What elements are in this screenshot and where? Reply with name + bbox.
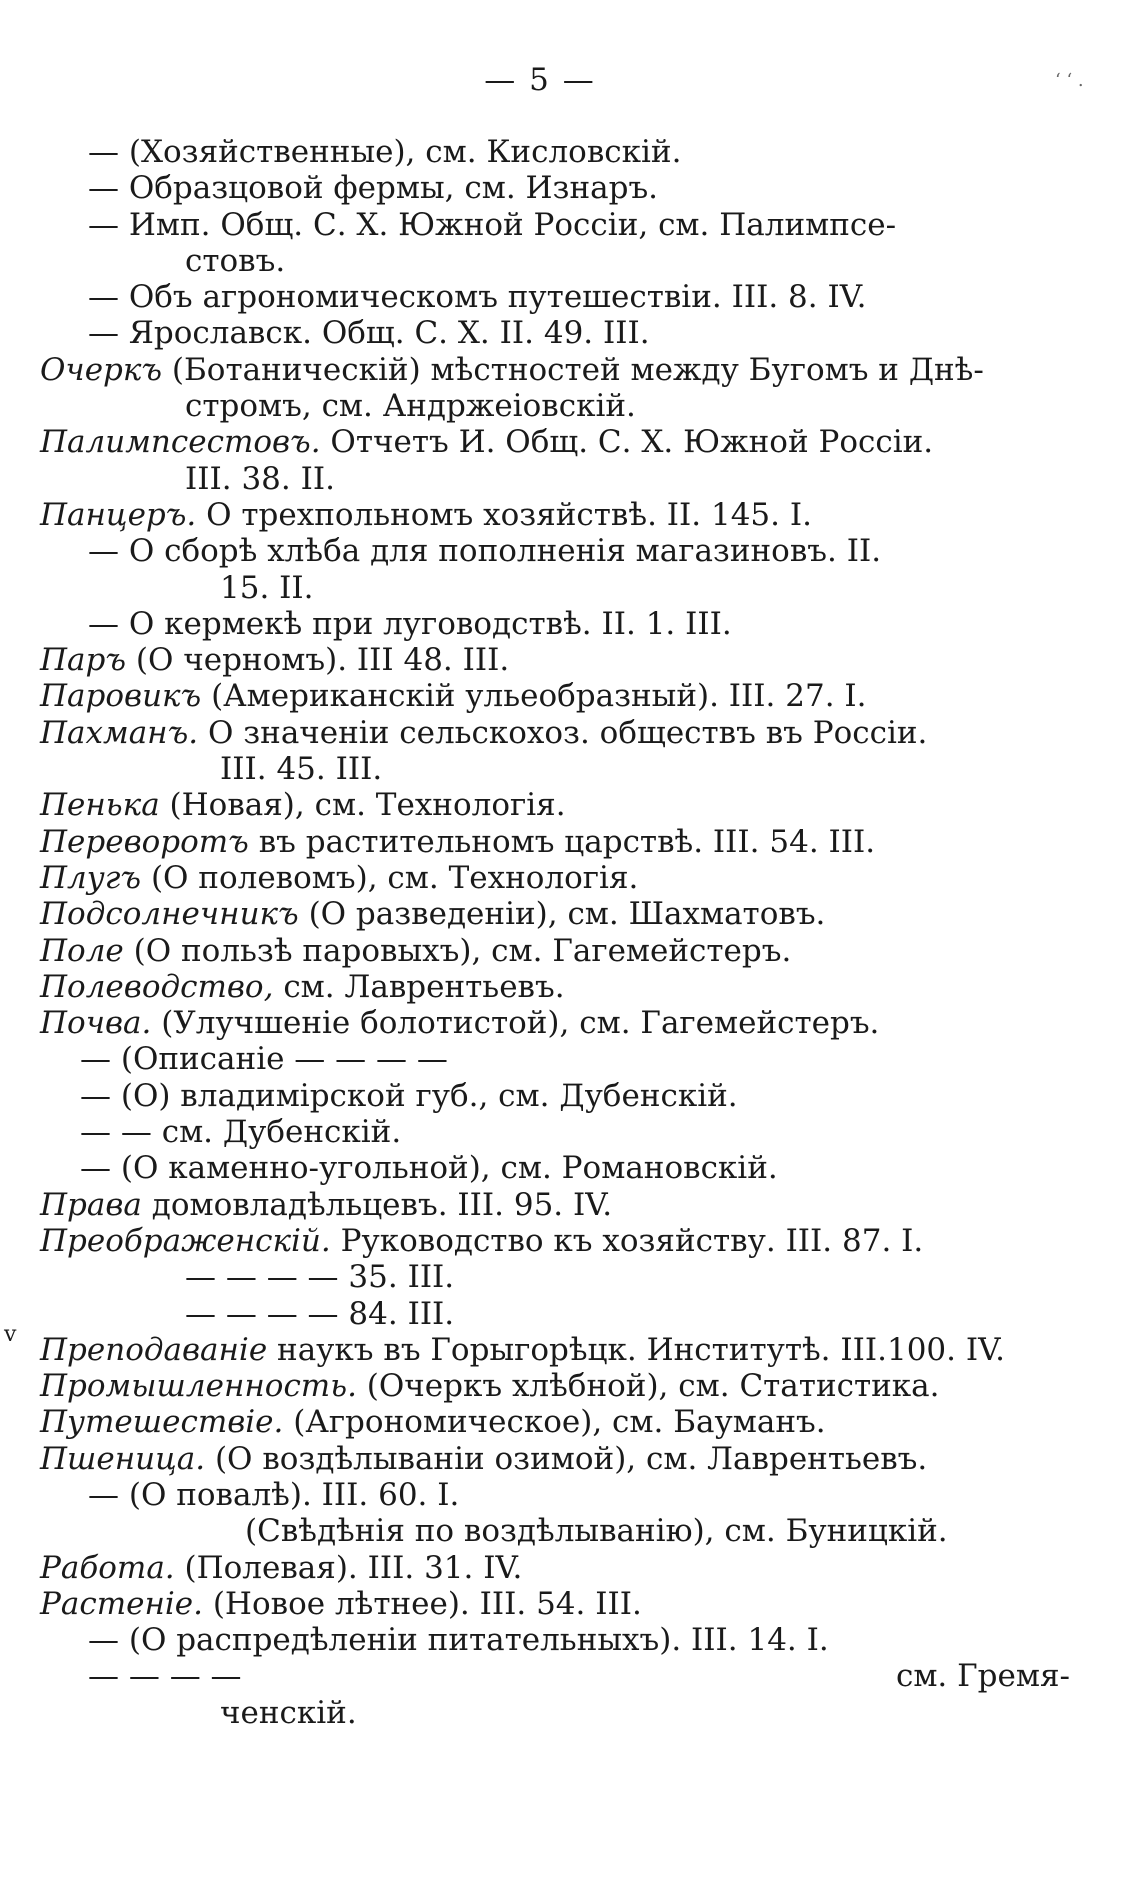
index-line: — — — — 35. III. xyxy=(185,1259,455,1296)
entry-heading: Паровикъ xyxy=(40,678,202,715)
index-entry xyxy=(40,678,1070,714)
entry-text: (О черномъ). III 48. III. xyxy=(126,642,510,679)
entry-heading: Пахманъ. xyxy=(40,714,199,751)
entry-heading: Плугъ xyxy=(40,859,142,896)
entry-heading: Преображенскій. xyxy=(40,1222,331,1259)
index-entry xyxy=(40,1441,1070,1477)
index-entry xyxy=(40,896,1070,932)
entry-text: (Ботаническій) мѣстностей между Бугомъ и Днѣ- xyxy=(162,351,984,388)
page-number: — 5 — xyxy=(484,62,596,98)
index-line: 15. II. xyxy=(220,569,314,606)
entry-text: (Агрономическое), см. Бауманъ. xyxy=(283,1404,826,1441)
index-entry xyxy=(40,1404,1070,1440)
index-line: III. 38. II. xyxy=(185,460,335,497)
index-line: — (Описаніе — — — — xyxy=(80,1041,448,1078)
entry-text: (Полевая). III. 31. IV. xyxy=(174,1549,523,1586)
entry-heading: Подсолнечникъ xyxy=(40,896,299,933)
index-entry xyxy=(40,1550,1070,1586)
entry-text: (Американскій ульеобразный). III. 27. I. xyxy=(201,678,867,715)
index-line: ченскій. xyxy=(220,1694,357,1731)
index-line: — О кермекѣ при луговодствѣ. II. 1. III. xyxy=(88,605,732,642)
entry-text: домовладѣльцевъ. III. 95. IV. xyxy=(141,1186,613,1223)
index-line: — Имп. Общ. С. Х. Южной Россіи, см. Палимпсе- xyxy=(88,206,897,243)
entry-text: (Новая), см. Технологія. xyxy=(159,787,566,824)
entry-text: О трехпольномъ хозяйствѣ. II. 145. I. xyxy=(196,496,812,533)
entry-heading: Промышленность. xyxy=(40,1368,357,1405)
index-line: (Свѣдѣнія по воздѣлыванію), см. Буницкій. xyxy=(245,1513,948,1550)
entry-heading: Поле xyxy=(40,932,124,969)
index-line: — (О) владимірской губ., см. Дубенскій. xyxy=(80,1077,738,1114)
index-entry xyxy=(40,933,1070,969)
index-entry xyxy=(40,715,1070,751)
entry-text: Руководство къ хозяйству. III. 87. I. xyxy=(330,1222,924,1259)
index-line: — — — — 84. III. xyxy=(185,1295,455,1332)
index-line xyxy=(40,1658,1070,1694)
entry-text: (О пользѣ паровыхъ), см. Гагемейстеръ. xyxy=(123,932,792,969)
entry-heading: Очеркъ xyxy=(40,351,163,388)
entry-text: (О разведеніи), см. Шахматовъ. xyxy=(298,896,826,933)
margin-mark: v xyxy=(4,1322,17,1347)
dash-run: — — — — xyxy=(88,1658,242,1695)
entry-text: въ растительномъ царствѣ. III. 54. III. xyxy=(248,823,876,860)
index-line: — О сборѣ хлѣба для пополненія магазиновъ. II. xyxy=(88,533,882,570)
entry-text: (О воздѣлываніи озимой), см. Лаврентьевъ. xyxy=(205,1440,928,1477)
index-entry xyxy=(40,1005,1070,1041)
index-line: стромъ, см. Андржеіовскій. xyxy=(185,388,636,425)
entry-heading: Преподаваніе xyxy=(40,1331,268,1368)
index-entry xyxy=(40,1586,1070,1622)
index-entry xyxy=(40,824,1070,860)
index-line: — (Хозяйственные), см. Кисловскій. xyxy=(88,134,682,170)
entry-heading: Растеніе. xyxy=(40,1585,203,1622)
index-entry xyxy=(40,497,1070,533)
corner-mark: ‘ ‘ . xyxy=(1055,70,1084,91)
entry-heading: Паръ xyxy=(40,642,127,679)
index-entry xyxy=(40,1332,1070,1368)
entry-heading: Пшеница. xyxy=(40,1440,206,1477)
index-entry xyxy=(40,642,1070,678)
entry-heading: Переворотъ xyxy=(40,823,249,860)
index-entry xyxy=(40,424,1070,460)
index-entry xyxy=(40,352,1070,388)
entry-heading: Палимпсестовъ. xyxy=(40,424,321,461)
index-line: III. 45. III. xyxy=(220,751,383,788)
entry-heading: Пенька xyxy=(40,787,160,824)
index-entry xyxy=(40,1187,1070,1223)
entry-heading: Почва. xyxy=(40,1005,152,1042)
entry-text: (Новое лѣтнее). III. 54. III. xyxy=(202,1585,642,1622)
index-line: — (О распредѣленіи питательныхъ). III. 14. I. xyxy=(88,1622,829,1659)
entry-heading: Путешествіе. xyxy=(40,1404,284,1441)
index-line: — Ярославск. Общ. С. Х. II. 49. III. xyxy=(88,315,650,352)
index-entry xyxy=(40,787,1070,823)
entry-text: (О полевомъ), см. Технологія. xyxy=(141,859,639,896)
index-entry xyxy=(40,860,1070,896)
index-line: стовъ. xyxy=(185,242,286,279)
index-entry xyxy=(40,969,1070,1005)
entry-heading: Работа. xyxy=(40,1549,175,1586)
index-line: — Объ агрономическомъ путешествіи. III. 8. IV. xyxy=(88,279,867,316)
entry-heading: Панцеръ. xyxy=(40,496,197,533)
entry-text: (Очеркъ хлѣбной), см. Статистика. xyxy=(356,1368,940,1405)
index-line: — (О каменно-угольной), см. Романовскій. xyxy=(80,1150,778,1187)
index-entry xyxy=(40,1223,1070,1259)
entry-heading: Права xyxy=(40,1186,142,1223)
entry-text: наукъ въ Горыгорѣцк. Институтѣ. III.100. IV. xyxy=(267,1331,1005,1368)
entry-text: см. Лаврентьевъ. xyxy=(273,968,565,1005)
index-line: — — см. Дубенскій. xyxy=(80,1114,402,1151)
entry-text: Отчетъ И. Общ. С. Х. Южной Россіи. xyxy=(320,424,934,461)
index-line: — (О повалѣ). III. 60. I. xyxy=(88,1476,460,1513)
index-line: — Образцовой фермы, см. Изнаръ. xyxy=(88,170,659,207)
entry-text: см. Гремя- xyxy=(895,1658,1070,1695)
entry-text: О значеніи сельскохоз. обществъ въ Россіи. xyxy=(198,714,928,751)
index-list xyxy=(40,134,1070,1731)
entry-heading: Полеводство, xyxy=(40,968,274,1005)
index-entry xyxy=(40,1368,1070,1404)
entry-text: (Улучшеніе болотистой), см. Гагемейстеръ. xyxy=(151,1005,880,1042)
